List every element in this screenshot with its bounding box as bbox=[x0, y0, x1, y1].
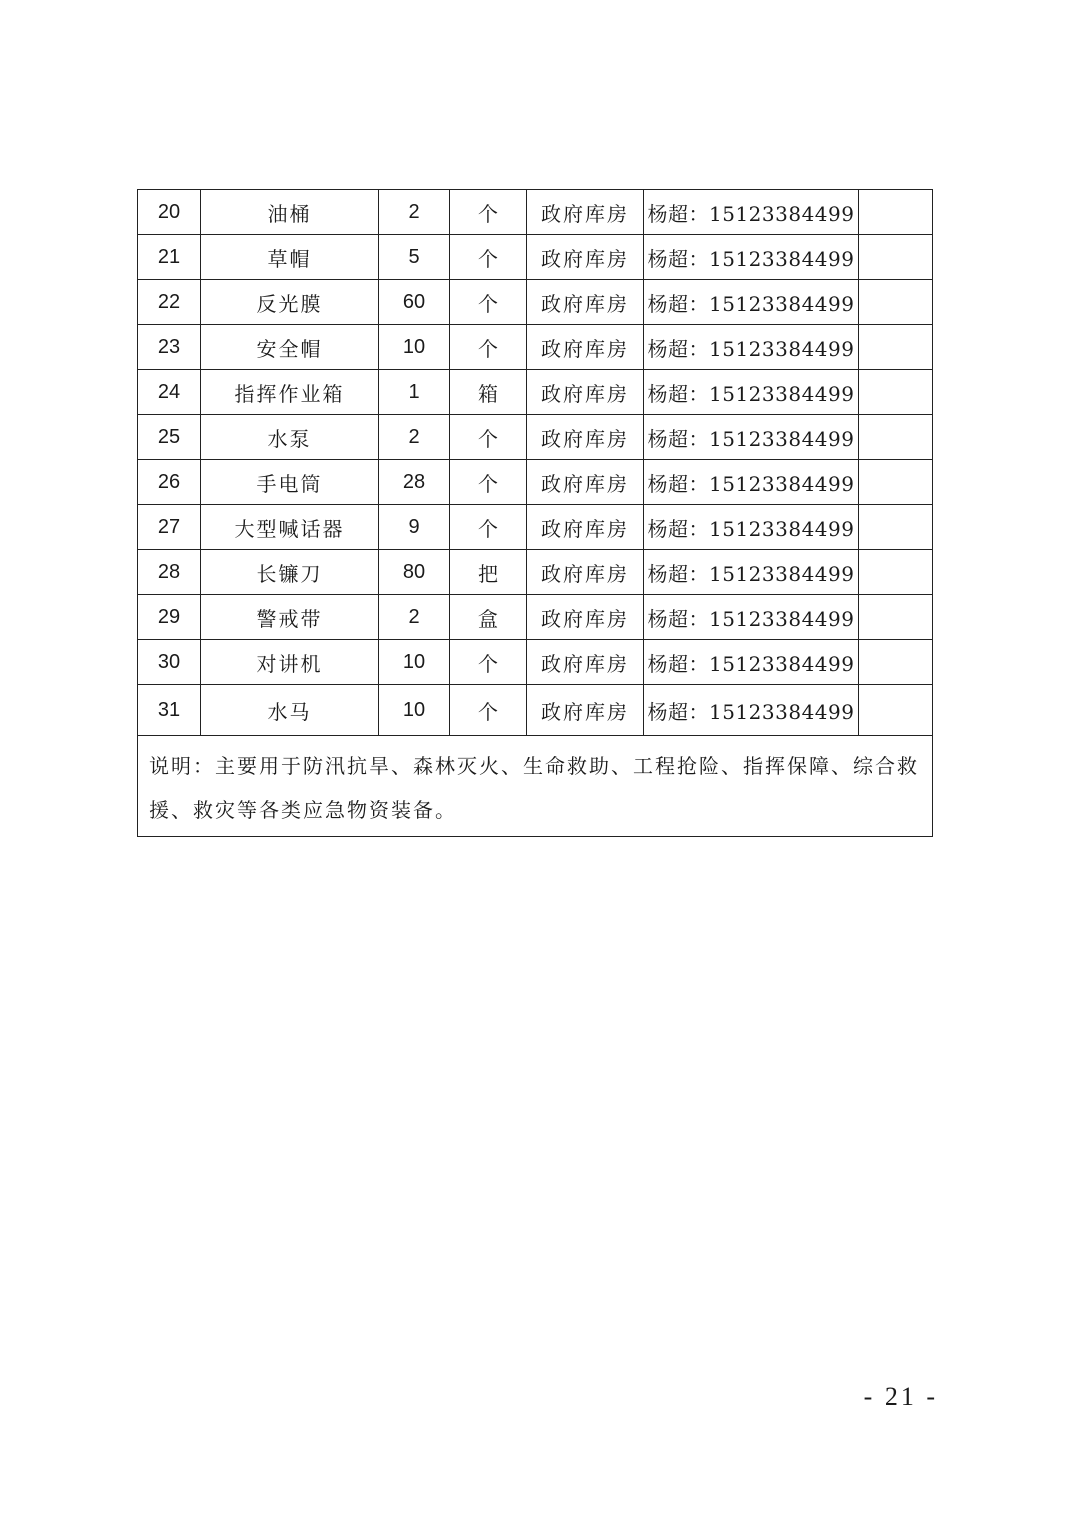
item-quantity: 5 bbox=[379, 235, 450, 280]
item-unit: 个 bbox=[450, 415, 527, 460]
remark-cell bbox=[859, 415, 933, 460]
item-quantity: 1 bbox=[379, 370, 450, 415]
item-unit: 个 bbox=[450, 505, 527, 550]
item-quantity: 2 bbox=[379, 415, 450, 460]
row-number: 30 bbox=[138, 640, 201, 685]
note-row bbox=[138, 736, 933, 837]
item-quantity: 10 bbox=[379, 640, 450, 685]
item-quantity: 10 bbox=[379, 325, 450, 370]
remark-cell bbox=[859, 280, 933, 325]
row-number: 31 bbox=[138, 685, 201, 736]
storage-location: 政府库房 bbox=[527, 415, 644, 460]
table-row bbox=[138, 550, 933, 595]
row-number: 26 bbox=[138, 460, 201, 505]
contact-info: 杨超：15123384499 bbox=[644, 415, 859, 460]
contact-info: 杨超：15123384499 bbox=[644, 505, 859, 550]
storage-location: 政府库房 bbox=[527, 235, 644, 280]
remark-cell bbox=[859, 685, 933, 736]
contact-info: 杨超：15123384499 bbox=[644, 685, 859, 736]
storage-location: 政府库房 bbox=[527, 190, 644, 235]
inventory-table bbox=[137, 189, 933, 837]
row-number: 22 bbox=[138, 280, 201, 325]
table-row bbox=[138, 685, 933, 736]
storage-location: 政府库房 bbox=[527, 460, 644, 505]
table-row bbox=[138, 595, 933, 640]
item-unit: 个 bbox=[450, 640, 527, 685]
item-unit: 个 bbox=[450, 460, 527, 505]
remark-cell bbox=[859, 550, 933, 595]
remark-cell bbox=[859, 190, 933, 235]
table-row bbox=[138, 460, 933, 505]
item-name: 长镰刀 bbox=[201, 550, 379, 595]
item-name: 反光膜 bbox=[201, 280, 379, 325]
table-row bbox=[138, 505, 933, 550]
item-unit: 个 bbox=[450, 325, 527, 370]
contact-info: 杨超：15123384499 bbox=[644, 460, 859, 505]
item-quantity: 60 bbox=[379, 280, 450, 325]
item-name: 对讲机 bbox=[201, 640, 379, 685]
item-quantity: 80 bbox=[379, 550, 450, 595]
storage-location: 政府库房 bbox=[527, 550, 644, 595]
item-name: 警戒带 bbox=[201, 595, 379, 640]
storage-location: 政府库房 bbox=[527, 505, 644, 550]
table-row bbox=[138, 190, 933, 235]
remark-cell bbox=[859, 505, 933, 550]
remark-cell bbox=[859, 370, 933, 415]
item-unit: 个 bbox=[450, 190, 527, 235]
row-number: 28 bbox=[138, 550, 201, 595]
item-unit: 把 bbox=[450, 550, 527, 595]
contact-info: 杨超：15123384499 bbox=[644, 595, 859, 640]
remark-cell bbox=[859, 325, 933, 370]
contact-info: 杨超：15123384499 bbox=[644, 325, 859, 370]
contact-info: 杨超：15123384499 bbox=[644, 370, 859, 415]
inventory-table-body bbox=[138, 190, 933, 837]
contact-info: 杨超：15123384499 bbox=[644, 235, 859, 280]
storage-location: 政府库房 bbox=[527, 640, 644, 685]
remark-cell bbox=[859, 235, 933, 280]
item-quantity: 10 bbox=[379, 685, 450, 736]
item-quantity: 2 bbox=[379, 190, 450, 235]
row-number: 24 bbox=[138, 370, 201, 415]
row-number: 20 bbox=[138, 190, 201, 235]
contact-info: 杨超：15123384499 bbox=[644, 640, 859, 685]
storage-location: 政府库房 bbox=[527, 595, 644, 640]
page-number: - 21 - bbox=[863, 1382, 938, 1411]
row-number: 25 bbox=[138, 415, 201, 460]
remark-cell bbox=[859, 460, 933, 505]
storage-location: 政府库房 bbox=[527, 280, 644, 325]
item-unit: 箱 bbox=[450, 370, 527, 415]
storage-location: 政府库房 bbox=[527, 370, 644, 415]
item-quantity: 9 bbox=[379, 505, 450, 550]
item-name: 草帽 bbox=[201, 235, 379, 280]
table-row bbox=[138, 415, 933, 460]
item-name: 大型喊话器 bbox=[201, 505, 379, 550]
item-unit: 个 bbox=[450, 235, 527, 280]
contact-info: 杨超：15123384499 bbox=[644, 190, 859, 235]
item-name: 水马 bbox=[201, 685, 379, 736]
row-number: 27 bbox=[138, 505, 201, 550]
item-name: 油桶 bbox=[201, 190, 379, 235]
remark-cell bbox=[859, 595, 933, 640]
table-row bbox=[138, 370, 933, 415]
storage-location: 政府库房 bbox=[527, 325, 644, 370]
item-unit: 个 bbox=[450, 280, 527, 325]
table-note: 说明：主要用于防汛抗旱、森林灭火、生命救助、工程抢险、指挥保障、综合救援、救灾等各类应急物资装备。 bbox=[138, 736, 933, 837]
item-unit: 盒 bbox=[450, 595, 527, 640]
table-row bbox=[138, 640, 933, 685]
row-number: 29 bbox=[138, 595, 201, 640]
remark-cell bbox=[859, 640, 933, 685]
item-name: 安全帽 bbox=[201, 325, 379, 370]
contact-info: 杨超：15123384499 bbox=[644, 550, 859, 595]
item-name: 水泵 bbox=[201, 415, 379, 460]
contact-info: 杨超：15123384499 bbox=[644, 280, 859, 325]
item-quantity: 2 bbox=[379, 595, 450, 640]
storage-location: 政府库房 bbox=[527, 685, 644, 736]
item-name: 指挥作业箱 bbox=[201, 370, 379, 415]
item-name: 手电筒 bbox=[201, 460, 379, 505]
item-unit: 个 bbox=[450, 685, 527, 736]
row-number: 21 bbox=[138, 235, 201, 280]
item-quantity: 28 bbox=[379, 460, 450, 505]
table-row bbox=[138, 325, 933, 370]
table-row bbox=[138, 280, 933, 325]
table-row bbox=[138, 235, 933, 280]
row-number: 23 bbox=[138, 325, 201, 370]
